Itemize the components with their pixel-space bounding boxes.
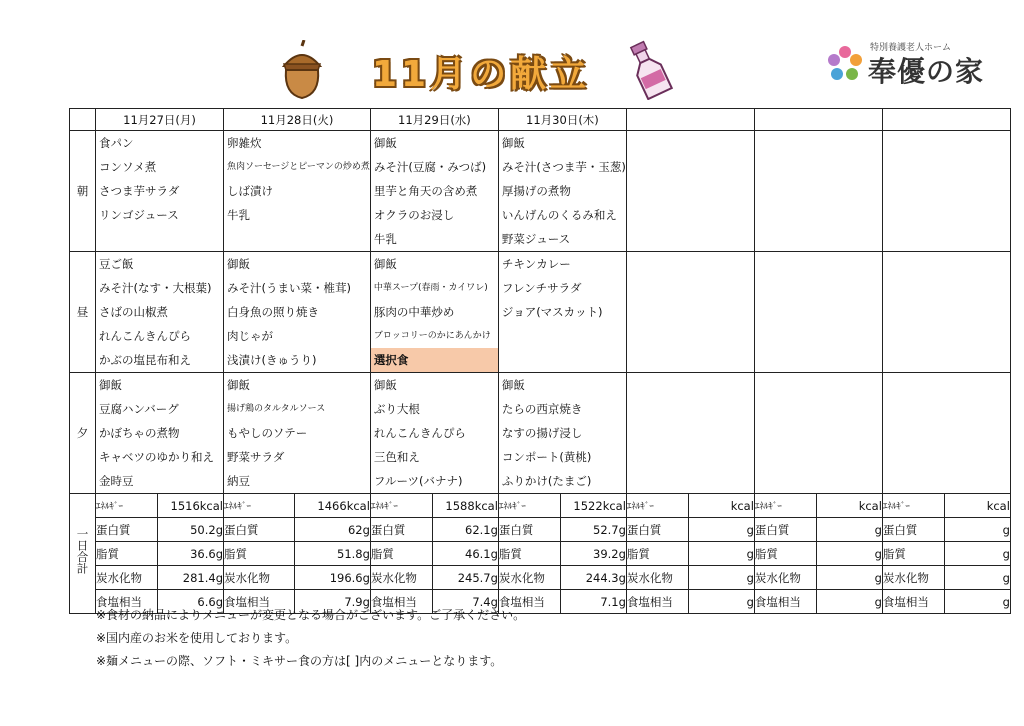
nutrient-value: 7.1g bbox=[560, 590, 626, 614]
bottle-icon bbox=[624, 40, 674, 100]
corner-cell bbox=[70, 109, 96, 131]
menu-items bbox=[627, 373, 754, 493]
menu-item bbox=[755, 300, 882, 324]
menu-item bbox=[883, 252, 1010, 276]
menu-cell bbox=[882, 131, 1010, 252]
nutrition-row bbox=[70, 542, 1011, 566]
menu-item: 白身魚の照り焼き bbox=[227, 305, 319, 319]
menu-items bbox=[883, 131, 1010, 251]
menu-item bbox=[883, 445, 1010, 469]
nutrient-label: 脂質 bbox=[96, 542, 158, 566]
menu-items bbox=[627, 131, 754, 251]
menu-items bbox=[499, 252, 626, 372]
menu-item: 御飯 bbox=[99, 378, 122, 392]
nutrient-label: 炭水化物 bbox=[626, 566, 688, 590]
nutrient-value: 1466kcal bbox=[295, 494, 371, 518]
menu-item bbox=[883, 276, 1010, 300]
menu-cell bbox=[370, 373, 498, 494]
nutrient-label: 蛋白質 bbox=[626, 518, 688, 542]
nutrient-label: ｴﾈﾙｷﾞｰ bbox=[96, 494, 158, 518]
nutrient-value: g bbox=[944, 542, 1010, 566]
menu-item bbox=[627, 203, 754, 227]
menu-items bbox=[883, 252, 1010, 372]
menu-item bbox=[627, 373, 754, 397]
menu-cell bbox=[754, 131, 882, 252]
nutrient-value: g bbox=[816, 590, 882, 614]
nutrient-value: 7.9g bbox=[295, 590, 371, 614]
nutrition-row bbox=[70, 494, 1011, 518]
nutrient-label: 炭水化物 bbox=[224, 566, 295, 590]
menu-item bbox=[627, 252, 754, 276]
day-header: 11月29日(水) bbox=[370, 109, 498, 131]
menu-items bbox=[499, 131, 626, 251]
day-header bbox=[754, 109, 882, 131]
nutrient-value: 52.7g bbox=[560, 518, 626, 542]
nutrient-value: 36.6g bbox=[158, 542, 224, 566]
menu-item: 選択食 bbox=[371, 348, 498, 372]
menu-item: れんこんきんぴら bbox=[99, 329, 191, 343]
menu-item: コンソメ煮 bbox=[99, 160, 157, 174]
menu-item bbox=[627, 469, 754, 493]
menu-item bbox=[755, 348, 882, 372]
menu-item: 金時豆 bbox=[99, 474, 134, 488]
day-header: 11月30日(木) bbox=[498, 109, 626, 131]
nutrient-label: 食塩相当 bbox=[96, 590, 158, 614]
menu-cell bbox=[96, 252, 224, 373]
menu-item bbox=[883, 373, 1010, 397]
menu-item bbox=[755, 373, 882, 397]
nutrient-value: g bbox=[688, 566, 754, 590]
menu-item: フルーツ(バナナ) bbox=[373, 474, 463, 488]
nutrition-row bbox=[70, 566, 1011, 590]
nutrient-value: g bbox=[944, 566, 1010, 590]
nutrient-label: 炭水化物 bbox=[882, 566, 944, 590]
flower-logo-icon bbox=[826, 44, 864, 82]
nutrient-label: 蛋白質 bbox=[96, 518, 158, 542]
menu-item: 牛乳 bbox=[227, 208, 250, 222]
nutrient-label: ｴﾈﾙｷﾞｰ bbox=[370, 494, 432, 518]
menu-item bbox=[755, 227, 882, 251]
nutrient-label: ｴﾈﾙｷﾞｰ bbox=[498, 494, 560, 518]
menu-item bbox=[96, 227, 223, 251]
menu-cell bbox=[370, 131, 498, 252]
menu-item: なすの揚げ浸し bbox=[501, 426, 583, 440]
nutrient-value: kcal bbox=[816, 494, 882, 518]
nutrient-label: 脂質 bbox=[626, 542, 688, 566]
menu-items bbox=[371, 131, 498, 251]
menu-item: さつま芋サラダ bbox=[99, 184, 180, 198]
menu-item: 豆腐ハンバーグ bbox=[99, 402, 179, 416]
menu-item: かぶの塩昆布和え bbox=[99, 353, 191, 367]
menu-item bbox=[883, 203, 1010, 227]
day-header bbox=[626, 109, 754, 131]
menu-cell bbox=[498, 131, 626, 252]
day-header: 11月28日(火) bbox=[224, 109, 371, 131]
nutrient-value: 244.3g bbox=[560, 566, 626, 590]
nutrient-value: 50.2g bbox=[158, 518, 224, 542]
logo-subtitle: 特別養護老人ホーム bbox=[870, 43, 952, 53]
menu-cell bbox=[96, 373, 224, 494]
nutrient-label: 炭水化物 bbox=[96, 566, 158, 590]
menu-item bbox=[883, 179, 1010, 203]
menu-item: 食パン bbox=[99, 136, 134, 150]
menu-item bbox=[755, 252, 882, 276]
nutrient-value: 196.6g bbox=[295, 566, 371, 590]
menu-item: 納豆 bbox=[227, 474, 250, 488]
nutrient-value: 62.1g bbox=[432, 518, 498, 542]
menu-cell bbox=[224, 131, 371, 252]
logo-name: 奉優の家 bbox=[868, 55, 985, 88]
menu-item bbox=[883, 131, 1010, 155]
nutrient-label: 食塩相当 bbox=[224, 590, 295, 614]
menu-items bbox=[499, 373, 626, 493]
menu-item bbox=[755, 445, 882, 469]
page-title: 11月の献立 bbox=[372, 54, 591, 95]
menu-item: 魚肉ソーセージとピーマンの炒め煮 bbox=[227, 162, 370, 172]
menu-item bbox=[755, 397, 882, 421]
menu-item: 里芋と角天の含め煮 bbox=[373, 184, 478, 198]
nutrient-label: 食塩相当 bbox=[754, 590, 816, 614]
menu-cell bbox=[626, 252, 754, 373]
nutrient-label: 炭水化物 bbox=[754, 566, 816, 590]
menu-item bbox=[627, 227, 754, 251]
daily-total-label bbox=[70, 494, 96, 614]
menu-item bbox=[627, 155, 754, 179]
menu-item: ブロッコリーのかにあんかけ bbox=[373, 331, 491, 341]
menu-items bbox=[755, 373, 882, 493]
menu-cell bbox=[882, 252, 1010, 373]
day-header bbox=[882, 109, 1010, 131]
menu-cell bbox=[882, 373, 1010, 494]
acorn-icon bbox=[276, 40, 328, 102]
menu-item: 中華スープ(春雨・カイワレ) bbox=[373, 283, 488, 293]
menu-cell bbox=[370, 252, 498, 373]
nutrition-row bbox=[70, 518, 1011, 542]
menu-item bbox=[224, 227, 370, 251]
menu-item: 御飯 bbox=[501, 136, 525, 150]
menu-item: いんげんのくるみ和え bbox=[501, 208, 617, 222]
menu-item bbox=[755, 276, 882, 300]
nutrient-value: 62g bbox=[295, 518, 371, 542]
note-line: ※国内産のお米を使用しております。 bbox=[96, 631, 298, 645]
nutrient-label: ｴﾈﾙｷﾞｰ bbox=[626, 494, 688, 518]
menu-item: みそ汁(豆腐・みつば) bbox=[373, 160, 487, 174]
menu-item: リンゴジュース bbox=[99, 208, 179, 222]
nutrient-value: g bbox=[688, 590, 754, 614]
nutrient-label: 炭水化物 bbox=[370, 566, 432, 590]
menu-item: フレンチサラダ bbox=[501, 281, 582, 295]
menu-item bbox=[883, 300, 1010, 324]
nutrient-value: g bbox=[688, 542, 754, 566]
nutrient-value: g bbox=[816, 518, 882, 542]
menu-items bbox=[883, 373, 1010, 493]
daily-total-text: 一日合計 bbox=[75, 528, 90, 574]
note-line: ※食材の納品によりメニューが変更となる場合がございます。ご了承ください。 bbox=[96, 608, 526, 622]
menu-item: 御飯 bbox=[227, 257, 250, 271]
nutrient-value: 281.4g bbox=[158, 566, 224, 590]
meal-label: 夕 bbox=[70, 373, 96, 494]
nutrient-label: 蛋白質 bbox=[754, 518, 816, 542]
menu-item bbox=[627, 179, 754, 203]
menu-item: ぶり大根 bbox=[373, 402, 420, 416]
menu-item: みそ汁(なす・大根葉) bbox=[99, 281, 212, 295]
nutrient-label: 脂質 bbox=[498, 542, 560, 566]
nutrient-label: 脂質 bbox=[754, 542, 816, 566]
nutrient-value: 39.2g bbox=[560, 542, 626, 566]
menu-item bbox=[883, 155, 1010, 179]
nutrient-label: ｴﾈﾙｷﾞｰ bbox=[754, 494, 816, 518]
meal-row bbox=[70, 131, 1011, 252]
nutrient-value: kcal bbox=[944, 494, 1010, 518]
menu-item: 三色和え bbox=[373, 450, 420, 464]
menu-item bbox=[883, 227, 1010, 251]
menu-item bbox=[627, 276, 754, 300]
menu-item bbox=[883, 348, 1010, 372]
nutrient-label: 食塩相当 bbox=[626, 590, 688, 614]
day-header: 11月27日(月) bbox=[96, 109, 224, 131]
nutrient-value: g bbox=[944, 590, 1010, 614]
menu-item bbox=[883, 324, 1010, 348]
menu-item bbox=[627, 324, 754, 348]
nutrient-value: 6.6g bbox=[158, 590, 224, 614]
menu-cell bbox=[626, 373, 754, 494]
menu-cell bbox=[626, 131, 754, 252]
nutrient-value: kcal bbox=[688, 494, 754, 518]
nutrient-label: 蛋白質 bbox=[370, 518, 432, 542]
menu-item: さばの山椒煮 bbox=[99, 305, 168, 319]
title-area bbox=[276, 40, 696, 106]
menu-items bbox=[96, 373, 223, 493]
menu-item: チキンカレー bbox=[501, 257, 571, 271]
menu-cell bbox=[754, 252, 882, 373]
menu-item: もやしのソテー bbox=[227, 426, 308, 440]
menu-item: 浅漬け(きゅうり) bbox=[227, 353, 317, 367]
menu-item: 御飯 bbox=[373, 136, 397, 150]
menu-item: 豆ご飯 bbox=[99, 257, 134, 271]
menu-item: ふりかけ(たまご) bbox=[501, 474, 592, 488]
menu-item: コンポート(黄桃) bbox=[501, 450, 592, 464]
menu-item: れんこんきんぴら bbox=[373, 426, 466, 440]
menu-item bbox=[755, 179, 882, 203]
nutrient-label: ｴﾈﾙｷﾞｰ bbox=[224, 494, 295, 518]
menu-items bbox=[371, 252, 498, 372]
meal-label: 昼 bbox=[70, 252, 96, 373]
nutrient-value: 51.8g bbox=[295, 542, 371, 566]
meal-row bbox=[70, 373, 1011, 494]
menu-item bbox=[499, 324, 626, 348]
menu-item: オクラのお浸し bbox=[373, 208, 455, 222]
notes bbox=[96, 604, 525, 673]
nutrient-label: 脂質 bbox=[370, 542, 432, 566]
menu-item: 卵雑炊 bbox=[227, 136, 262, 150]
menu-item bbox=[883, 397, 1010, 421]
menu-item bbox=[627, 300, 754, 324]
menu-item: 御飯 bbox=[501, 378, 525, 392]
menu-item bbox=[627, 445, 754, 469]
menu-item bbox=[627, 421, 754, 445]
menu-cell bbox=[224, 373, 371, 494]
menu-item: 牛乳 bbox=[373, 232, 397, 246]
nutrient-label: 脂質 bbox=[224, 542, 295, 566]
meal-label: 朝 bbox=[70, 131, 96, 252]
nutrient-label: ｴﾈﾙｷﾞｰ bbox=[882, 494, 944, 518]
menu-items bbox=[224, 373, 370, 493]
menu-item bbox=[627, 348, 754, 372]
menu-item bbox=[627, 131, 754, 155]
menu-item: 厚揚げの煮物 bbox=[501, 184, 571, 198]
nutrient-value: 7.4g bbox=[432, 590, 498, 614]
menu-item: 肉じゃが bbox=[227, 329, 273, 343]
nutrient-value: g bbox=[944, 518, 1010, 542]
meal-row bbox=[70, 252, 1011, 373]
menu-item bbox=[755, 155, 882, 179]
menu-cell bbox=[498, 373, 626, 494]
menu-items bbox=[224, 131, 370, 251]
menu-item: 御飯 bbox=[373, 257, 397, 271]
menu-item: 野菜サラダ bbox=[227, 450, 285, 464]
menu-items bbox=[371, 373, 498, 493]
menu-item: 御飯 bbox=[373, 378, 397, 392]
menu-item bbox=[755, 203, 882, 227]
menu-items bbox=[755, 252, 882, 372]
nutrient-label: 蛋白質 bbox=[224, 518, 295, 542]
menu-item bbox=[755, 324, 882, 348]
menu-items bbox=[627, 252, 754, 372]
menu-cell bbox=[754, 373, 882, 494]
facility-logo bbox=[826, 40, 996, 86]
menu-item: 野菜ジュース bbox=[501, 232, 571, 246]
nutrient-value: 1588kcal bbox=[432, 494, 498, 518]
menu-items bbox=[96, 252, 223, 372]
nutrient-label: 食塩相当 bbox=[498, 590, 560, 614]
menu-item: みそ汁(さつま芋・玉葱) bbox=[501, 160, 626, 174]
menu-item: 豚肉の中華炒め bbox=[373, 305, 455, 319]
menu-cell bbox=[96, 131, 224, 252]
header-row bbox=[70, 109, 1011, 131]
nutrient-label: 食塩相当 bbox=[882, 590, 944, 614]
menu-item: たらの西京焼き bbox=[501, 402, 583, 416]
menu-item: キャベツのゆかり和え bbox=[99, 450, 214, 464]
menu-item: 揚げ鶏のタルタルソース bbox=[227, 404, 326, 414]
nutrient-label: 脂質 bbox=[882, 542, 944, 566]
menu-item: ジョア(マスカット) bbox=[501, 305, 603, 319]
nutrient-value: g bbox=[688, 518, 754, 542]
nutrient-value: 1522kcal bbox=[560, 494, 626, 518]
menu-cell bbox=[224, 252, 371, 373]
menu-items bbox=[755, 131, 882, 251]
nutrient-label: 蛋白質 bbox=[882, 518, 944, 542]
menu-items bbox=[224, 252, 370, 372]
menu-item bbox=[755, 469, 882, 493]
menu-item: 御飯 bbox=[227, 378, 250, 392]
menu-table bbox=[69, 108, 1011, 614]
menu-item bbox=[755, 131, 882, 155]
nutrient-value: g bbox=[816, 566, 882, 590]
menu-items bbox=[96, 131, 223, 251]
nutrient-value: 245.7g bbox=[432, 566, 498, 590]
menu-item bbox=[883, 469, 1010, 493]
menu-cell bbox=[498, 252, 626, 373]
nutrient-value: 46.1g bbox=[432, 542, 498, 566]
menu-item bbox=[499, 348, 626, 372]
note-line: ※麺メニューの際、ソフト・ミキサー食の方は[ ]内のメニューとなります。 bbox=[96, 654, 503, 668]
nutrient-label: 炭水化物 bbox=[498, 566, 560, 590]
menu-item bbox=[627, 397, 754, 421]
nutrient-label: 蛋白質 bbox=[498, 518, 560, 542]
menu-item: みそ汁(うまい菜・椎茸) bbox=[227, 281, 351, 295]
menu-item bbox=[883, 421, 1010, 445]
menu-item: かぼちゃの煮物 bbox=[99, 426, 180, 440]
menu-item bbox=[755, 421, 882, 445]
menu-item: しば漬け bbox=[227, 184, 273, 198]
nutrient-value: 1516kcal bbox=[158, 494, 224, 518]
nutrient-label: 食塩相当 bbox=[370, 590, 432, 614]
nutrient-value: g bbox=[816, 542, 882, 566]
